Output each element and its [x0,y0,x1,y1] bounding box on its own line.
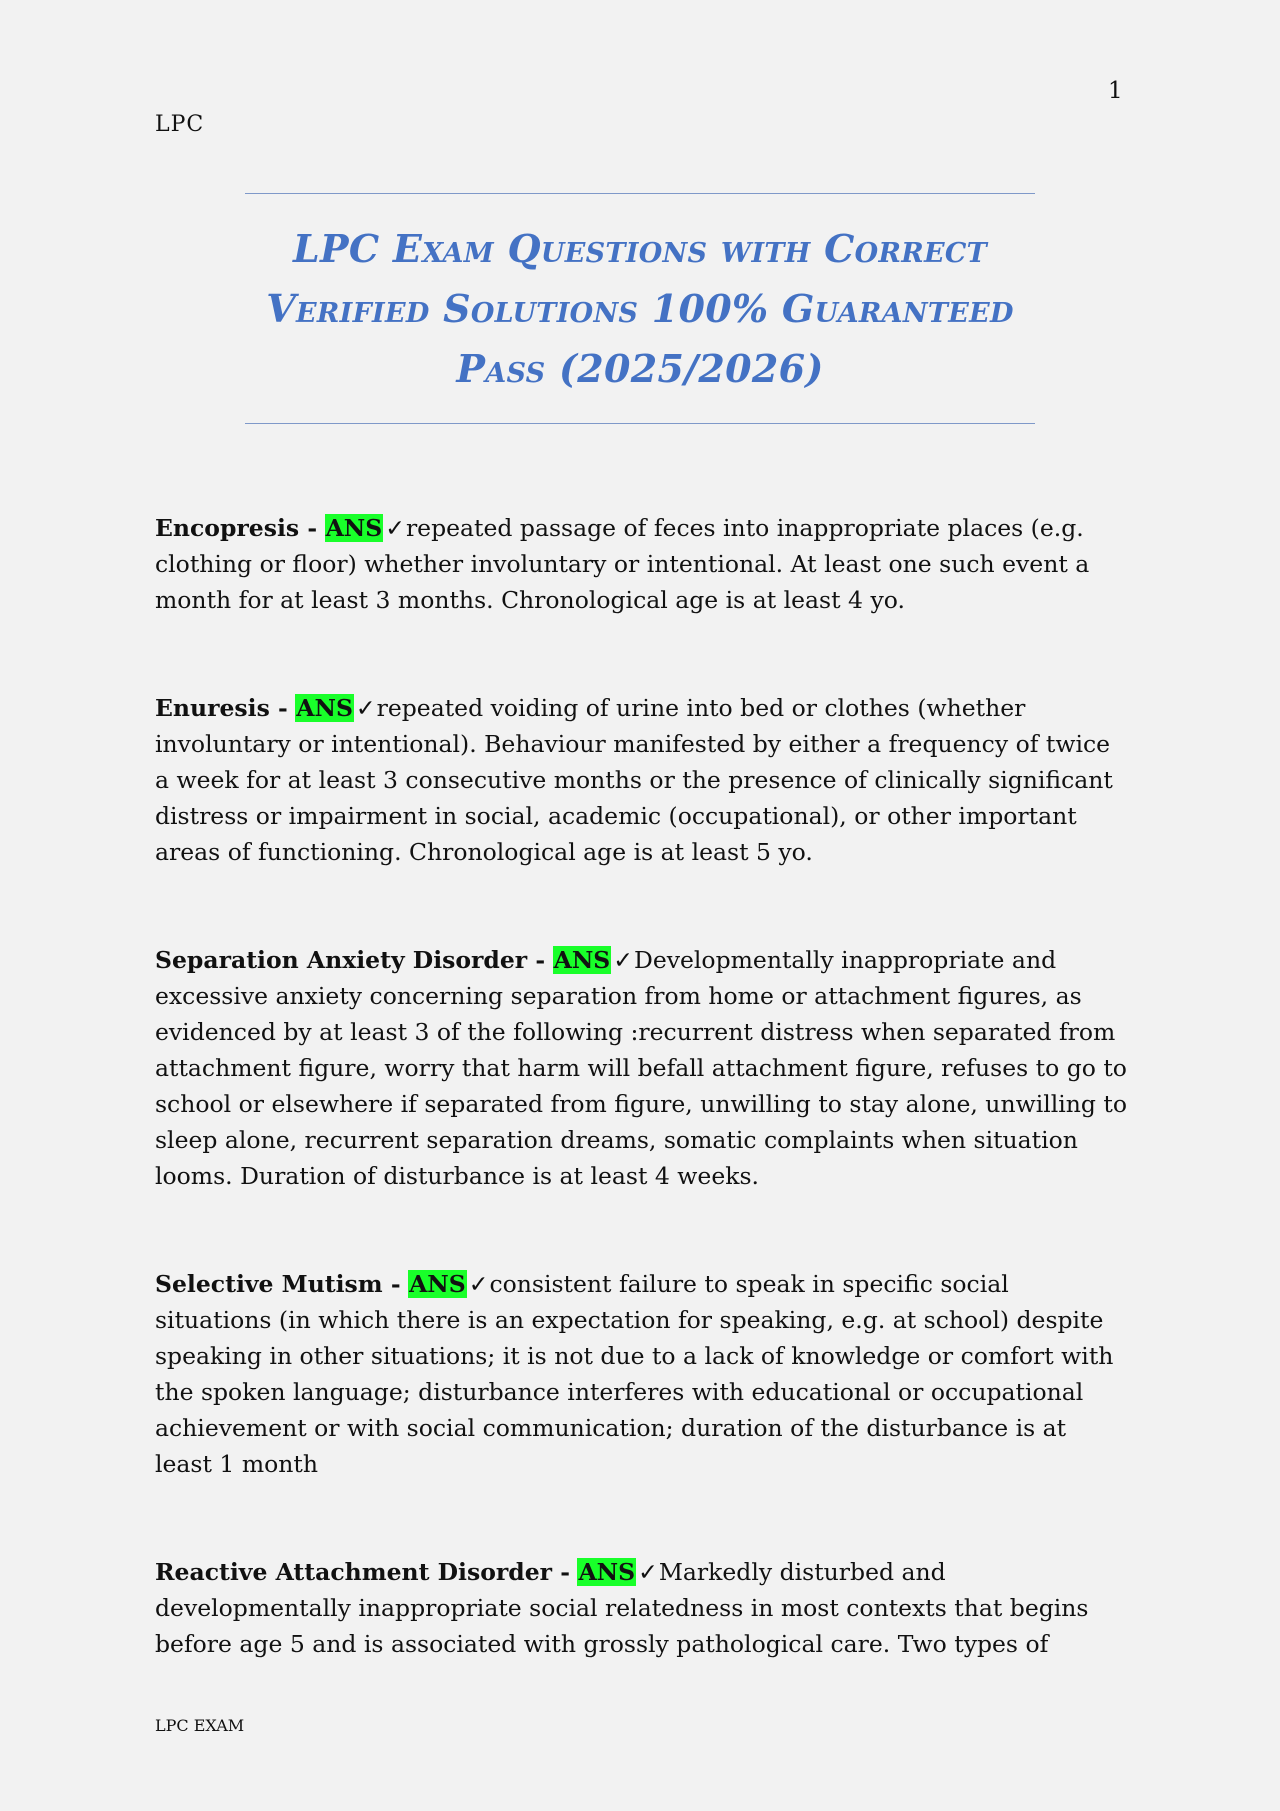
entry-enuresis [155,690,1130,870]
running-header: LPC [155,112,205,137]
entry-term: Reactive Attachment Disorder - [155,1558,570,1586]
check-icon: ✓ [638,1558,658,1586]
entry-term: Separation Anxiety Disorder - [155,946,546,974]
page-number: 1 [1108,78,1123,104]
entries-list [155,510,1130,1734]
ans-highlight: ANS [296,694,353,722]
ans-highlight: ANS [553,946,611,974]
entry-term: Encopresis - [155,514,318,542]
check-icon: ✓ [468,1270,489,1298]
running-footer: LPC EXAM [155,1716,245,1735]
check-icon: ✓ [385,514,405,542]
ans-highlight: ANS [409,1270,466,1298]
title-line-3: Pass (2025/2026) [456,346,824,391]
entry-definition: repeated voiding of urine into bed or clothes (whether involuntary or intentional). Behaviour manifested by either a frequency of twice a week for at least 3 consecutive months or the presence of clinically significant distress or impairment in social, academic (occupational), or other important areas of functioning. Chronological age is at least 5 yo. [155,694,1113,866]
title-line-1: LPC Exam Questions with Correct [292,226,988,271]
entry-definition: Markedly disturbed and developmentally inappropriate social relatedness in most contexts that begins before age 5 and is associated with grossly pathological care. Two types of [155,1558,1089,1658]
entry-term: Enuresis - [155,694,288,722]
entry-encopresis [155,510,1130,618]
check-icon: ✓ [355,694,376,722]
title-block [245,193,1035,424]
title-line-2: Verified Solutions 100% Guaranteed [266,286,1014,331]
ans-highlight: ANS [325,514,383,542]
entry-definition: repeated passage of feces into inappropriate places (e.g. clothing or floor) whether involuntary or intentional. At least one such event a month for at least 3 months. Chronological age is at least 4 yo. [155,514,1090,614]
entry-selective-mutism [155,1266,1130,1482]
entry-definition: consistent failure to speak in specific social situations (in which there is an expectation for speaking, e.g. at school) despite speaking in other situations; it is not due to a lack of knowledge or comfort with the spoken language; disturbance interferes with educational or occupational achievement or with social communication; duration of the disturbance is at least 1 month [155,1270,1114,1478]
check-icon: ✓ [613,946,633,974]
document-title [245,219,1035,399]
entry-definition: Developmentally inappropriate and excessive anxiety concerning separation from home or attachment figures, as evidenced by at least 3 of the following :recurrent distress when separated from attachment figure, worry that harm will befall attachment figure, refuses to go to school or elsewhere if separated from figure, unwilling to stay alone, unwilling to sleep alone, recurrent separation dreams, somatic complaints when situation looms. Duration of disturbance is at least 4 weeks. [155,946,1127,1190]
entry-separation-anxiety-disorder [155,942,1130,1194]
entry-term: Selective Mutism - [155,1270,401,1298]
entry-reactive-attachment-disorder [155,1554,1130,1662]
ans-highlight: ANS [578,1558,636,1586]
